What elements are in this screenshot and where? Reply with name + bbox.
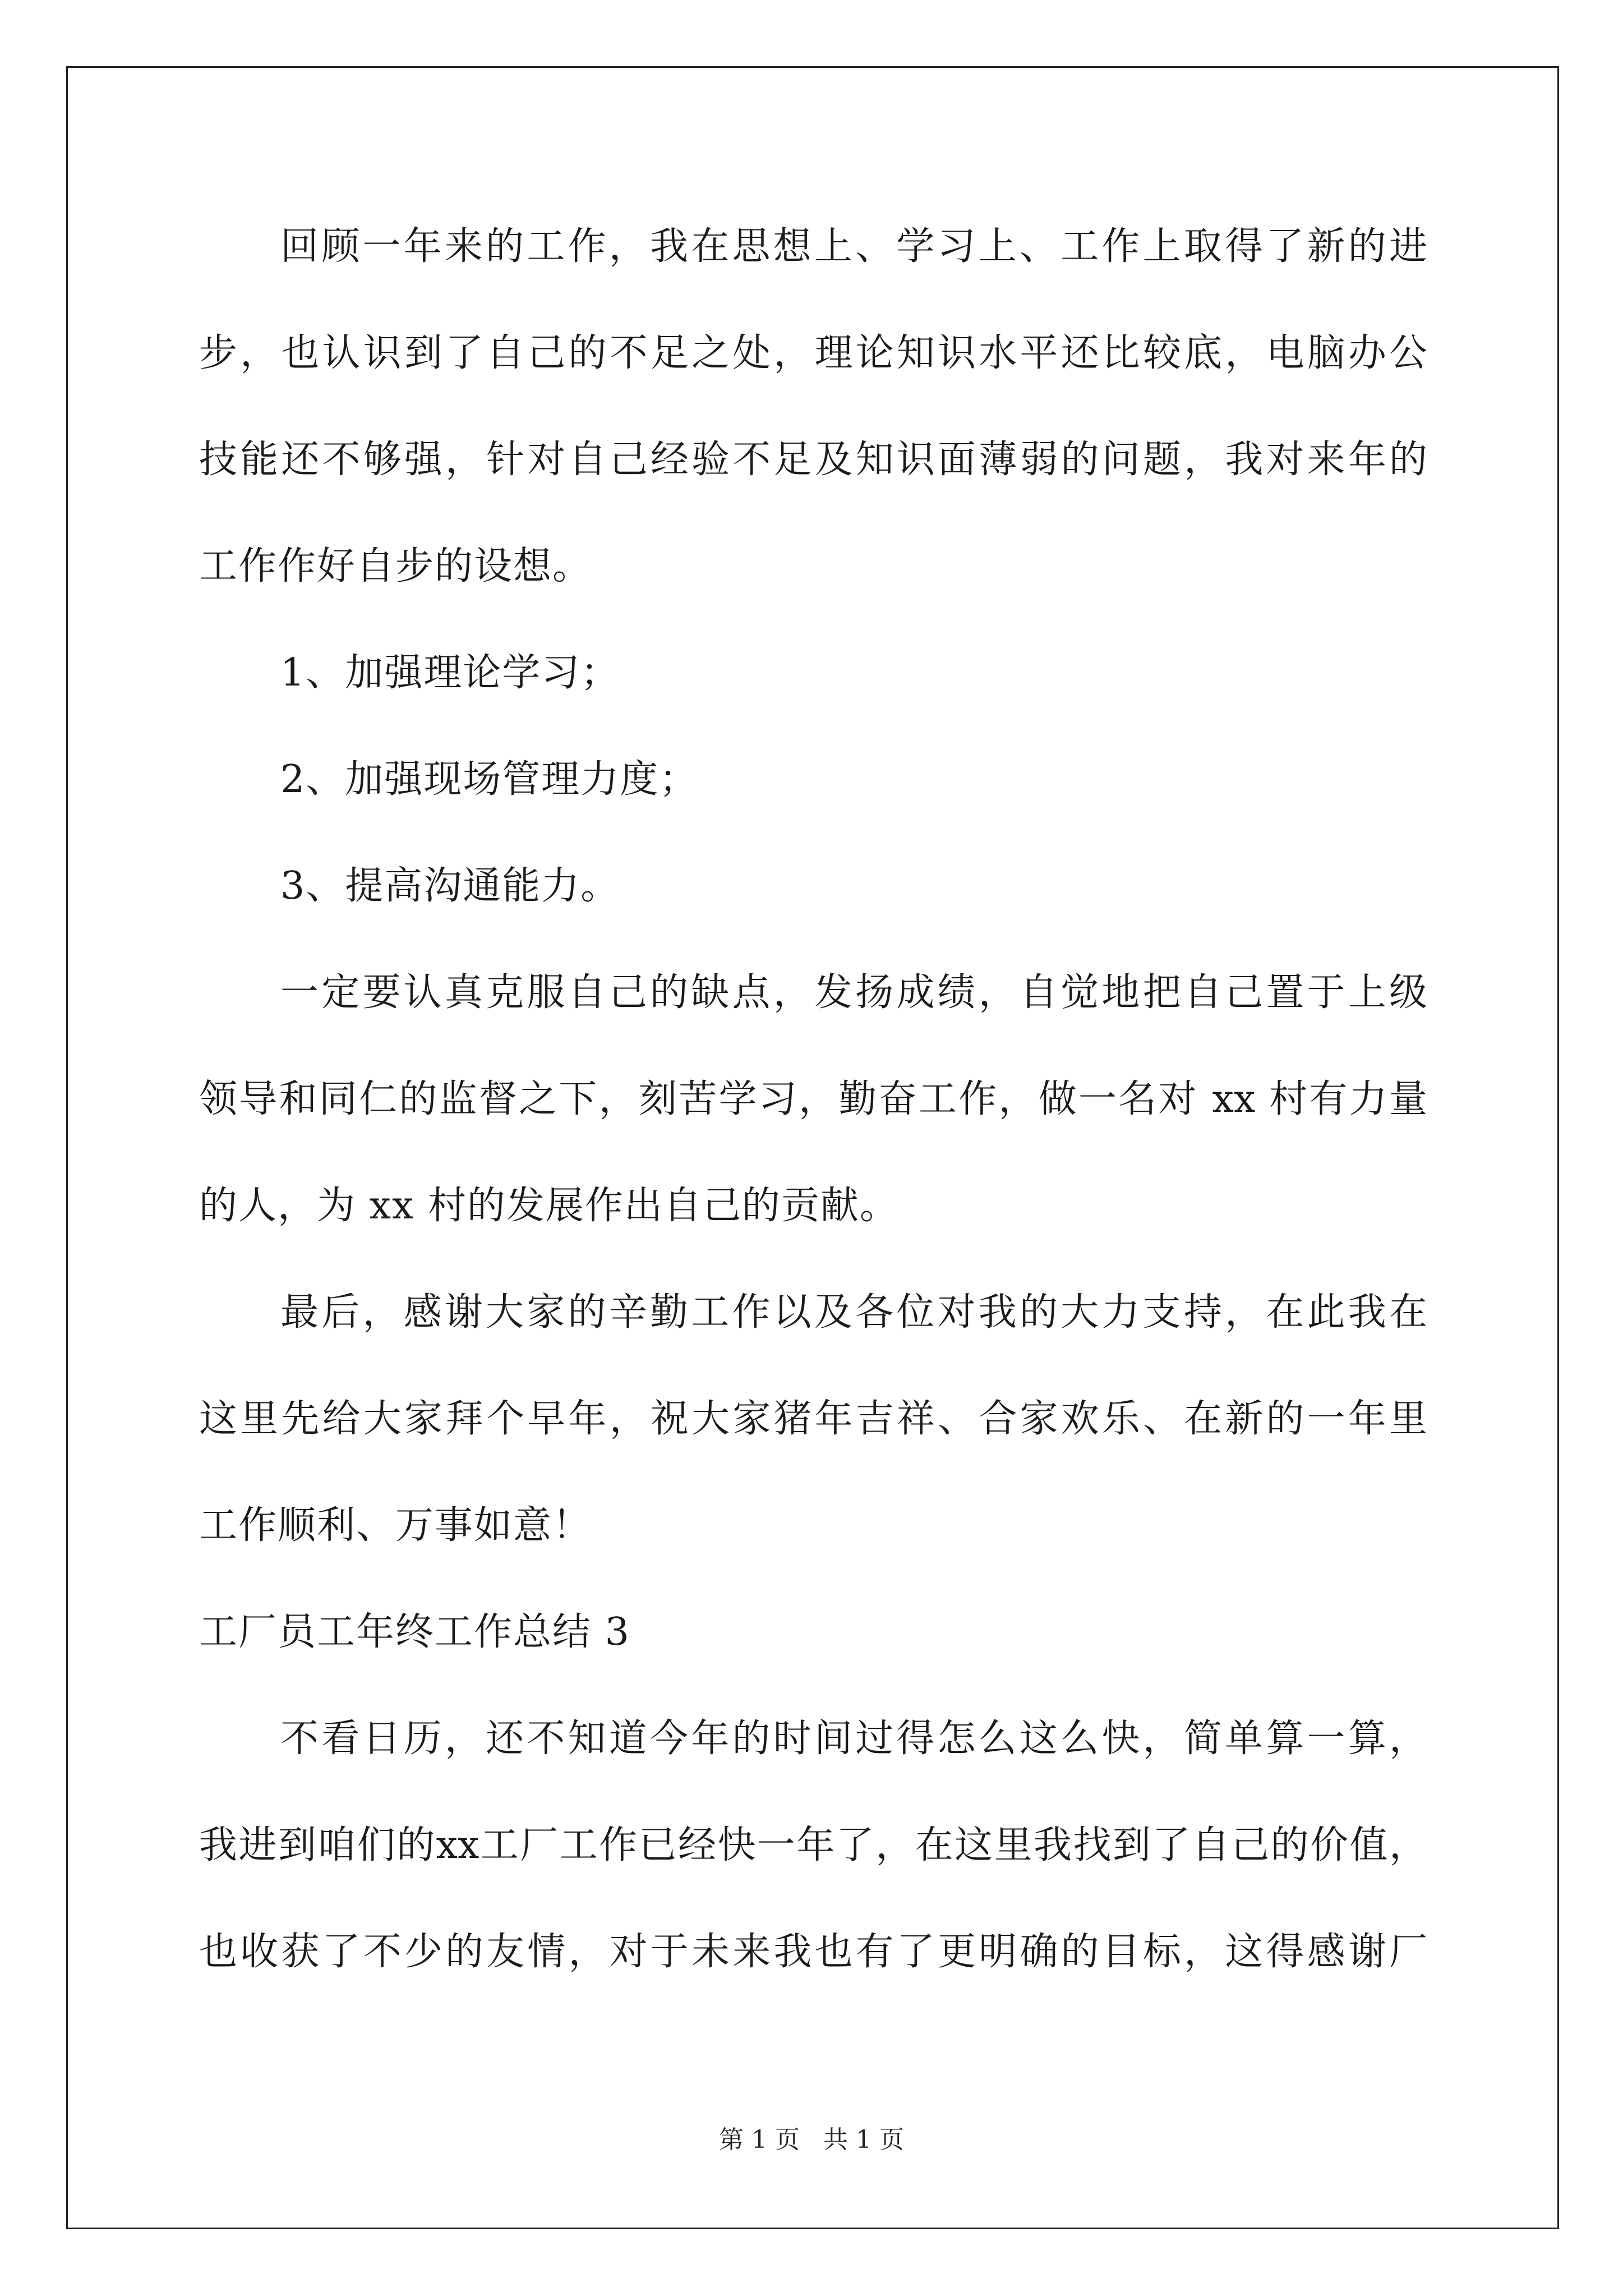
list-item-3: 3、提高沟通能力。 (280, 864, 620, 908)
page-total: 共 1 页 (823, 2125, 904, 2154)
list-item-2: 2、加强现场管理力度； (280, 757, 699, 802)
paragraph-1-line-4: 工作作好自步的设想。 (199, 544, 592, 588)
paragraph-8-line-1: 不看日历，还不知道今年的时间过得怎么这么快，简单算一算， (280, 1717, 1427, 1761)
page-number: 第 1 页 (719, 2125, 800, 2154)
paragraph-1-line-3: 技能还不够强，针对自己经验不足及知识面薄弱的问题，我对来年的 (199, 438, 1427, 482)
section-heading: 工厂员工年终工作总结 3 (199, 1610, 630, 1654)
paragraph-5-line-2: 领导和同仁的监督之下，刻苦学习，勤奋工作，做一名对 xx 村有力量 (199, 1077, 1427, 1121)
paragraph-6-line-2: 这里先给大家拜个早年，祝大家猪年吉祥、合家欢乐、在新的一年里 (199, 1397, 1427, 1441)
page-border (66, 66, 1559, 2229)
paragraph-5-line-3: 的人，为 xx 村的发展作出自己的贡献。 (199, 1184, 899, 1228)
paragraph-5-line-1: 一定要认真克服自己的缺点，发扬成绩，自觉地把自己置于上级 (280, 970, 1427, 1015)
paragraph-6-line-1: 最后，感谢大家的辛勤工作以及各位对我的大力支持，在此我在 (280, 1290, 1427, 1335)
paragraph-1-line-1: 回顾一年来的工作，我在思想上、学习上、工作上取得了新的进 (280, 224, 1427, 269)
page-footer (0, 2123, 1623, 2157)
list-item-1: 1、加强理论学习； (280, 651, 620, 695)
paragraph-8-line-3: 也收获了不少的友情，对于未来我也有了更明确的目标，这得感谢厂 (199, 1930, 1427, 1974)
paragraph-1-line-2: 步，也认识到了自己的不足之处，理论知识水平还比较底，电脑办公 (199, 331, 1427, 375)
paragraph-8-line-2: 我进到咱们的xx工厂工作已经快一年了，在这里我找到了自己的价值， (199, 1823, 1427, 1867)
paragraph-6-line-3: 工作顺利、万事如意！ (199, 1503, 592, 1548)
